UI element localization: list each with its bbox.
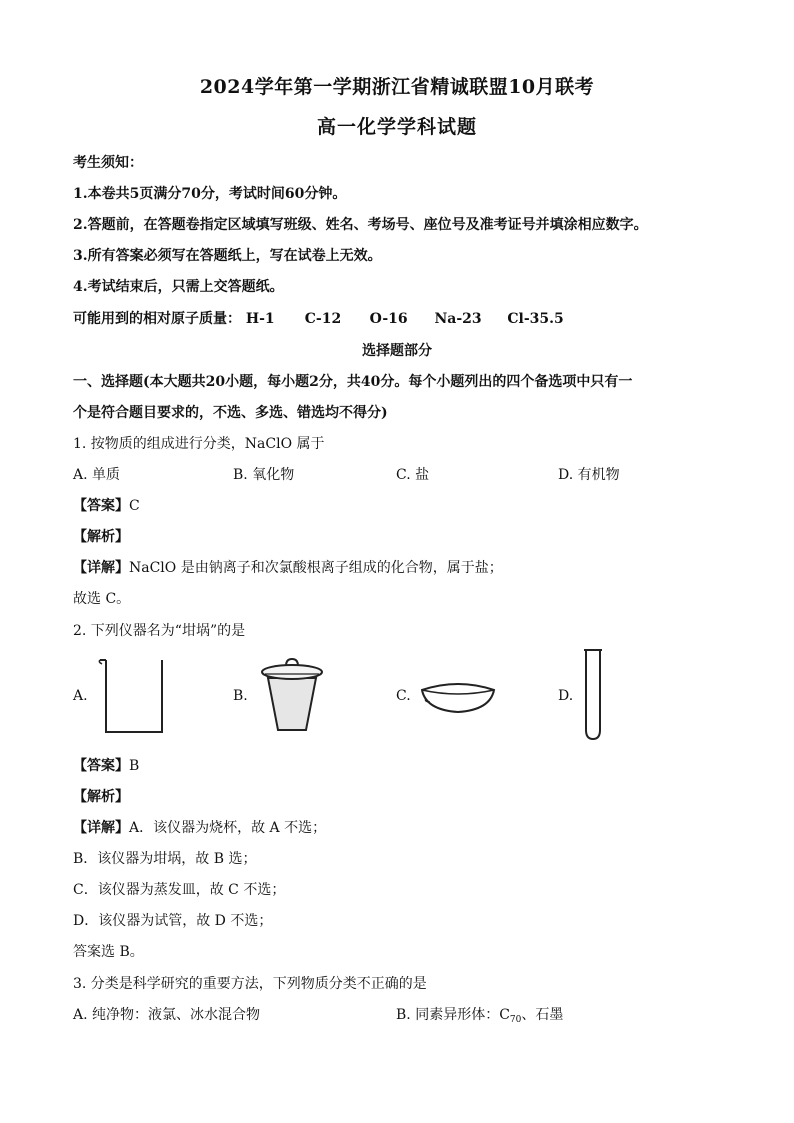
notice-item-4: 4.考试结束后，只需上交答题纸。	[73, 279, 284, 295]
atomic-mass-h: H-1	[245, 311, 275, 327]
q2-analysis-tag: 【解析】	[73, 789, 129, 805]
exam-subtitle: 高一化学学科试题	[316, 116, 477, 138]
q2-detail-d: D．该仪器为试管，故 D 不选；	[73, 913, 273, 929]
q2-answer-tag: 【答案】	[73, 758, 129, 774]
q2-detail-c: C．该仪器为蒸发皿，故 C 不选；	[73, 882, 286, 898]
q2-option-b-label: B.	[233, 688, 248, 704]
test-tube-icon	[582, 648, 604, 742]
q2-detail-a	[73, 817, 326, 837]
q3-option-b-subscript: 70	[509, 1015, 522, 1025]
q2-answer	[73, 755, 139, 775]
q1-option-c: C. 盐	[396, 467, 430, 483]
q2-detail-b: B．该仪器为坩埚，故 B 选；	[73, 851, 257, 867]
q2-option-a-label: A.	[73, 688, 88, 704]
q2-detail-tag: 【详解】	[73, 820, 129, 836]
q1-analysis-tag: 【解析】	[73, 529, 129, 545]
q2-conclusion: 答案选 B。	[73, 944, 144, 960]
q2-detail-a-text: A．该仪器为烧杯，故 A 不选；	[129, 820, 327, 836]
q1-option-a: A. 单质	[73, 467, 121, 483]
q3-stem: 3. 分类是科学研究的重要方法，下列物质分类不正确的是	[73, 976, 427, 992]
q2-option-c-label: C.	[396, 688, 411, 704]
q3-option-b	[396, 1004, 563, 1025]
q3-option-b-prefix: B. 同素异形体：C	[396, 1007, 510, 1023]
q1-conclusion: 故选 C。	[73, 591, 131, 607]
notice-item-2: 2.答题前，在答题卷指定区域填写班级、姓名、考场号、座位号及准考证号并填涂相应数字。	[73, 217, 648, 233]
notice-item-1: 1.本卷共5页满分70分，考试时间60分钟。	[73, 186, 347, 202]
notice-item-3: 3.所有答案必须写在答题纸上，写在试卷上无效。	[73, 248, 382, 264]
crucible-icon	[256, 656, 326, 736]
q1-detail-text: NaClO 是由钠离子和次氯酸根离子组成的化合物，属于盐；	[129, 560, 503, 576]
exam-title: 2024学年第一学期浙江省精诚联盟10月联考	[199, 76, 595, 98]
beaker-icon	[96, 656, 166, 736]
q2-stem: 2. 下列仪器名为“坩埚”的是	[73, 623, 246, 639]
q1-option-b: B. 氧化物	[233, 467, 295, 483]
q1-answer	[73, 495, 140, 515]
evaporating-dish-icon	[418, 676, 498, 716]
section-intro-2: 个是符合题目要求的，不选、多选、错选均不得分)	[73, 405, 388, 421]
q1-detail	[73, 557, 503, 577]
atomic-mass-cl: Cl-35.5	[507, 311, 564, 327]
q2-option-d-label: D.	[558, 688, 574, 704]
atomic-mass-na: Na-23	[434, 311, 482, 327]
q2-answer-value: B	[129, 758, 140, 774]
q1-answer-value: C	[129, 498, 140, 514]
q3-option-b-suffix: 、石墨	[521, 1007, 564, 1023]
q1-answer-tag: 【答案】	[73, 498, 129, 514]
atomic-mass-line	[73, 308, 564, 328]
q1-detail-tag: 【详解】	[73, 560, 129, 576]
q1-option-d: D. 有机物	[558, 467, 620, 483]
section-intro-1: 一、选择题(本大题共20小题，每小题2分，共40分。每个小题列出的四个备选项中只有一	[73, 374, 633, 390]
atomic-mass-o: O-16	[369, 311, 408, 327]
atomic-mass-label: 可能用到的相对原子质量：	[73, 311, 241, 327]
q3-option-a: A. 纯净物：液氯、冰水混合物	[73, 1007, 261, 1023]
q1-stem: 1. 按物质的组成进行分类，NaClO 属于	[73, 436, 325, 452]
atomic-mass-c: C-12	[304, 311, 342, 327]
notice-heading: 考生须知：	[73, 155, 143, 171]
section-title: 选择题部分	[362, 343, 432, 359]
